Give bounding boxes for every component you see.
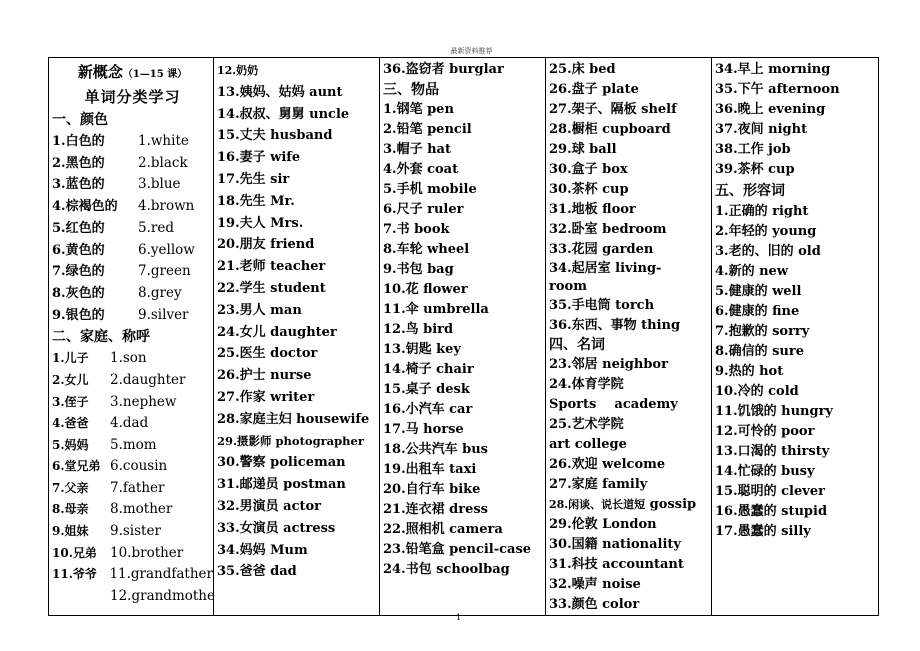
section-heading-family: 二、家庭、称呼 bbox=[52, 329, 150, 346]
vocab-entry: 32.卧室 bedroom bbox=[549, 222, 667, 237]
nouns-continued-list bbox=[715, 60, 878, 180]
vocab-entry: 8.车轮 wheel bbox=[383, 242, 470, 257]
vocab-pair bbox=[52, 240, 213, 262]
english-term: 3.blue bbox=[138, 176, 181, 193]
vocab-entry: 15.丈夫 husband bbox=[217, 128, 333, 144]
chinese-term: 6.堂兄弟 bbox=[52, 459, 101, 474]
english-term: 4.brown bbox=[138, 198, 195, 215]
chinese-term: 7.绿色的 bbox=[52, 264, 105, 280]
vocab-entry: 39.茶杯 cup bbox=[715, 162, 795, 177]
vocab-entry: 12.奶奶 bbox=[217, 64, 259, 77]
vocab-entry: 1.正确的 right bbox=[715, 204, 809, 219]
english-term: 6.yellow bbox=[138, 241, 195, 258]
chinese-term: 1.儿子 bbox=[52, 351, 89, 366]
english-term: 2.black bbox=[138, 154, 188, 171]
vocab-pair bbox=[52, 261, 213, 283]
vocab-pair bbox=[52, 348, 213, 370]
vocab-entry: 30.茶杯 cup bbox=[549, 182, 629, 197]
english-term: 7.father bbox=[110, 479, 165, 496]
vocab-entry: 21.老师 teacher bbox=[217, 259, 326, 275]
vocab-entry: 21.连衣裙 dress bbox=[383, 502, 488, 517]
vocab-entry: 17.马 horse bbox=[383, 422, 464, 437]
english-term: 11.grandfather bbox=[109, 566, 213, 583]
vocab-entry: 33.女演员 actress bbox=[217, 520, 336, 536]
vocab-pair bbox=[52, 218, 213, 240]
vocab-entry: 27.家庭 family bbox=[549, 477, 648, 492]
adjectives-list bbox=[715, 202, 878, 542]
vocab-pair bbox=[52, 543, 213, 565]
column-3 bbox=[380, 58, 546, 616]
vocab-pair bbox=[52, 196, 213, 218]
vocab-entry: 24.书包 schoolbag bbox=[383, 562, 510, 577]
vocab-pair bbox=[52, 564, 213, 586]
vocab-entry: 12.鸟 bird bbox=[383, 322, 454, 337]
vocab-entry: 24.女儿 daughter bbox=[217, 324, 337, 340]
vocab-pair bbox=[52, 283, 213, 305]
vocab-entry: 34.早上 morning bbox=[715, 62, 831, 77]
chinese-term: 9.姐妹 bbox=[52, 524, 89, 539]
vocab-entry: 30.国籍 nationality bbox=[549, 537, 681, 552]
vocab-entry: 31.地板 floor bbox=[549, 202, 636, 217]
vocab-pair bbox=[52, 521, 213, 543]
english-term: 5.red bbox=[138, 219, 174, 236]
vocab-entry: 33.颜色 color bbox=[549, 597, 640, 612]
vocab-entry: 36.东西、事物 thing bbox=[549, 318, 681, 333]
vocab-entry: 14.忙碌的 busy bbox=[715, 464, 815, 479]
section-heading-adjectives: 五、形容词 bbox=[715, 183, 785, 199]
vocab-pair bbox=[52, 478, 213, 500]
vocab-entry: 9.书包 bag bbox=[383, 262, 454, 277]
english-term: 9.silver bbox=[138, 306, 189, 323]
vocab-entry: 4.新的 new bbox=[715, 264, 789, 279]
english-term: 1.white bbox=[138, 133, 189, 149]
vocab-entry: 17.先生 sir bbox=[217, 171, 290, 187]
vocab-entry: 10.冷的 cold bbox=[715, 384, 799, 399]
family-list bbox=[52, 348, 213, 586]
vocab-entry: 7.抱歉的 sorry bbox=[715, 324, 810, 339]
english-term: 2.daughter bbox=[110, 371, 186, 388]
column-2 bbox=[214, 58, 380, 616]
vocab-entry: 2.铅笔 pencil bbox=[383, 122, 472, 137]
english-term: 10.brother bbox=[110, 544, 184, 561]
chinese-term: 8.灰色的 bbox=[52, 285, 105, 301]
vocab-entry: 22.学生 student bbox=[217, 280, 326, 296]
english-term: 4.dad bbox=[110, 415, 149, 432]
vocab-entry: 11.伞 umbrella bbox=[383, 302, 489, 317]
doc-subtitle: 单词分类学习 bbox=[84, 88, 181, 106]
vocab-entry: 30.警察 policeman bbox=[217, 455, 346, 471]
english-term: 6.cousin bbox=[110, 458, 168, 475]
vocab-entry: 20.自行车 bike bbox=[383, 482, 481, 497]
vocab-entry: 10.花 flower bbox=[383, 282, 468, 297]
vocab-entry: 6.尺子 ruler bbox=[383, 202, 464, 217]
vocab-entry: 25.医生 doctor bbox=[217, 346, 318, 362]
english-term: 8.grey bbox=[138, 284, 182, 301]
vocab-entry: 35.爸爸 dad bbox=[217, 564, 297, 580]
vocab-entry: 7.书 book bbox=[383, 222, 450, 237]
section-heading-colors: 一、颜色 bbox=[52, 112, 108, 128]
vocab-entry-wrap: Sports academy bbox=[549, 397, 678, 412]
vocab-entry: 6.健康的 fine bbox=[715, 304, 800, 319]
column-1 bbox=[49, 58, 214, 616]
vocab-pair bbox=[52, 370, 213, 392]
vocab-pair bbox=[52, 499, 213, 521]
chinese-term: 4.爸爸 bbox=[52, 416, 89, 431]
nouns-list bbox=[549, 355, 711, 395]
vocab-entry: 34.妈妈 Mum bbox=[217, 542, 308, 558]
english-term: 3.nephew bbox=[110, 393, 177, 410]
vocab-entry: 26.欢迎 welcome bbox=[549, 457, 666, 472]
vocab-entry: 36.晚上 evening bbox=[715, 102, 826, 117]
vocab-entry: 16.愚蠢的 stupid bbox=[715, 504, 828, 519]
lesson-range: （1—15 课） bbox=[122, 69, 188, 80]
vocab-entry: 25.床 bed bbox=[549, 62, 616, 77]
header-text: 最新资料推荐 bbox=[447, 46, 497, 56]
chinese-term: 7.父亲 bbox=[52, 480, 89, 495]
vocab-entry: 30.盒子 box bbox=[549, 162, 628, 177]
page-number: 1 bbox=[456, 613, 462, 622]
doc-title: 新概念（1—15 课） bbox=[77, 63, 188, 81]
column-5 bbox=[712, 58, 879, 616]
vocab-entry: 32.男演员 actor bbox=[217, 498, 322, 514]
vocab-entry: 1.钢笔 pen bbox=[383, 102, 454, 117]
vocab-entry: 18.公共汽车 bus bbox=[383, 442, 489, 457]
vocab-entry: 20.朋友 friend bbox=[217, 237, 315, 253]
vocab-entry: 31.科技 accountant bbox=[549, 557, 684, 572]
chinese-term: 6.黄色的 bbox=[52, 242, 105, 258]
vocab-entry: 33.花园 garden bbox=[549, 242, 654, 257]
vocab-pair bbox=[52, 392, 213, 414]
nouns-list-2 bbox=[549, 455, 711, 495]
vocab-entry: 29.伦敦 London bbox=[549, 517, 657, 532]
vocab-entry: 16.妻子 wife bbox=[217, 150, 301, 166]
section-heading-nouns: 四、名词 bbox=[549, 337, 605, 353]
vocab-entry: 14.叔叔、舅舅 uncle bbox=[217, 106, 350, 122]
vocab-entry: 13.姨妈、姑妈 aunt bbox=[217, 84, 343, 100]
chinese-term: 2.女儿 bbox=[52, 372, 89, 387]
vocab-entry: 32.噪声 noise bbox=[549, 577, 641, 592]
vocabulary-table bbox=[48, 57, 879, 616]
vocab-entry: 26.护士 nurse bbox=[217, 368, 312, 384]
vocab-entry: 5.健康的 well bbox=[715, 284, 802, 299]
vocab-entry: 3.帽子 hat bbox=[383, 142, 451, 157]
vocab-entry: 4.外套 coat bbox=[383, 162, 459, 177]
vocab-entry: 29.摄影师 photographer bbox=[217, 433, 364, 448]
vocab-entry: 36.盗窃者 burglar bbox=[383, 62, 504, 77]
vocab-entry: 16.小汽车 car bbox=[383, 402, 473, 417]
vocab-entry: 23.男人 man bbox=[217, 302, 302, 318]
vocab-entry: 19.出租车 taxi bbox=[383, 462, 477, 477]
vocab-pair bbox=[52, 131, 213, 153]
vocab-entry: 23.邻居 neighbor bbox=[549, 357, 668, 372]
vocab-entry: 22.照相机 camera bbox=[383, 522, 503, 537]
vocab-entry: 11.饥饿的 hungry bbox=[715, 404, 833, 419]
vocab-entry: 28.家庭主妇 housewife bbox=[217, 411, 370, 427]
vocab-entry: 2.年轻的 young bbox=[715, 224, 817, 239]
english-term: 8.mother bbox=[110, 501, 173, 518]
vocab-entry: 26.盘子 plate bbox=[549, 82, 639, 97]
vocab-entry: 27.作家 writer bbox=[217, 389, 315, 405]
vocab-pair bbox=[52, 456, 213, 478]
chinese-term: 10.兄弟 bbox=[52, 545, 97, 560]
chinese-term: 9.银色的 bbox=[52, 307, 105, 323]
vocab-entry: 29.球 ball bbox=[549, 142, 617, 157]
column-4 bbox=[546, 58, 712, 616]
vocab-entry: 3.老的、旧的 old bbox=[715, 244, 821, 259]
vocab-entry: 15.桌子 desk bbox=[383, 382, 470, 397]
vocab-entry: 35.手电筒 torch bbox=[549, 298, 655, 313]
vocab-entry: 35.下午 afternoon bbox=[715, 82, 840, 97]
english-term: 7.green bbox=[138, 263, 191, 280]
vocab-entry: 27.架子、隔板 shelf bbox=[549, 102, 677, 117]
family-last-line: 12.grandmothe bbox=[110, 587, 215, 604]
vocab-entry: 13.口渴的 thirsty bbox=[715, 444, 830, 459]
colors-list bbox=[52, 131, 213, 326]
vocab-pair bbox=[52, 413, 213, 435]
vocab-entry: 13.钥匙 key bbox=[383, 342, 461, 357]
vocab-pair bbox=[52, 305, 213, 327]
vocab-entry: 28.闲谈、说长道短 gossip bbox=[549, 497, 697, 512]
family-continued-list bbox=[217, 60, 379, 583]
chinese-term: 5.妈妈 bbox=[52, 437, 89, 452]
chinese-term: 11.爷爷 bbox=[52, 567, 97, 582]
vocab-pair bbox=[52, 174, 213, 196]
vocab-entry: 17.愚蠢的 silly bbox=[715, 524, 811, 539]
section-heading-items: 三、物品 bbox=[383, 82, 439, 98]
vocab-entry-wrap: art college bbox=[549, 437, 627, 452]
english-term: 5.mom bbox=[110, 436, 157, 453]
vocab-entry: 34.起居室 living- bbox=[549, 261, 662, 276]
items-continued-list-2 bbox=[549, 296, 711, 336]
chinese-term: 8.母亲 bbox=[52, 502, 89, 517]
vocab-entry: 9.热的 hot bbox=[715, 364, 784, 379]
vocab-entry: 25.艺术学院 bbox=[549, 417, 624, 432]
vocab-entry: 19.夫人 Mrs. bbox=[217, 215, 304, 231]
nouns-list-3 bbox=[549, 515, 711, 615]
vocab-pair bbox=[52, 153, 213, 175]
vocab-entry: 12.可怜的 poor bbox=[715, 424, 815, 439]
vocab-entry: 24.体育学院 bbox=[549, 377, 624, 392]
vocab-entry: 5.手机 mobile bbox=[383, 182, 477, 197]
chinese-term: 4.棕褐色的 bbox=[52, 199, 118, 215]
vocab-entry: 37.夜间 night bbox=[715, 122, 808, 137]
chinese-term: 3.侄子 bbox=[52, 394, 89, 409]
vocab-entry: 38.工作 job bbox=[715, 142, 791, 157]
english-term: 1.son bbox=[110, 350, 147, 367]
vocab-entry: 8.确信的 sure bbox=[715, 344, 804, 359]
vocab-entry: 15.聪明的 clever bbox=[715, 484, 825, 499]
vocab-pair bbox=[52, 435, 213, 457]
chinese-term: 2.黑色的 bbox=[52, 155, 105, 171]
vocab-entry: 18.先生 Mr. bbox=[217, 193, 295, 209]
items-list bbox=[383, 100, 545, 580]
vocab-entry: 23.铅笔盒 pencil-case bbox=[383, 542, 532, 557]
vocab-entry-wrap: room bbox=[549, 279, 587, 294]
chinese-term: 3.蓝色的 bbox=[52, 177, 105, 193]
vocab-entry: 31.邮递员 postman bbox=[217, 477, 346, 493]
items-continued-list bbox=[549, 60, 711, 260]
chinese-term: 5.红色的 bbox=[52, 220, 105, 236]
chinese-term: 1.白色的 bbox=[52, 134, 105, 149]
english-term: 9.sister bbox=[110, 523, 161, 540]
vocab-entry: 28.橱柜 cupboard bbox=[549, 122, 671, 137]
vocab-entry: 14.椅子 chair bbox=[383, 362, 474, 377]
